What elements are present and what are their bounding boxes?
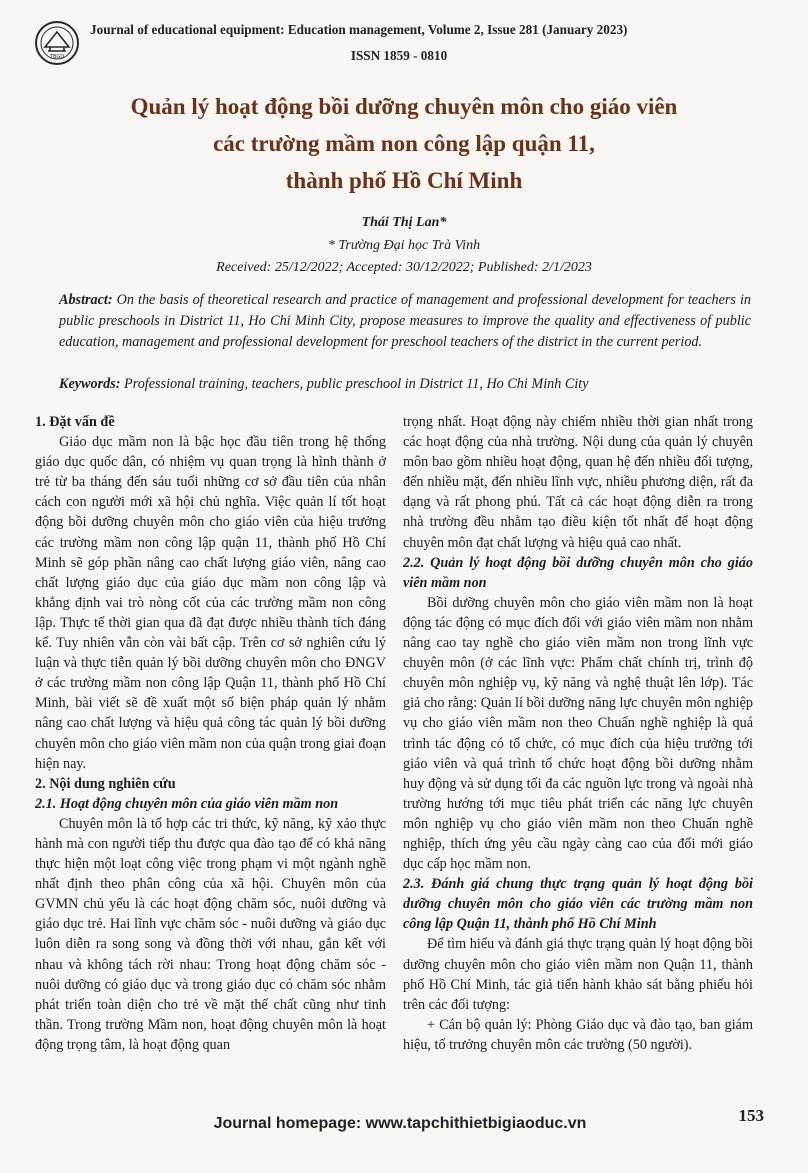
keywords-text: Professional training, teachers, public preschool in District 11, Ho Chi Minh City	[124, 376, 589, 392]
section-2-2-heading: 2.2. Quản lý hoạt động bồi dưỡng chuyên môn cho giáo viên mầm non	[403, 554, 753, 591]
keywords-label: Keywords:	[59, 376, 121, 392]
logo-text: TBGD	[49, 54, 65, 60]
section-2-1-heading: 2.1. Hoạt động chuyên môn của giáo viên mầm non	[35, 795, 339, 812]
section-2-heading: 2. Nội dung nghiên cứu	[35, 775, 176, 792]
title-line-1: Quản lý hoạt động bồi dưỡng chuyên môn cho giáo viên	[130, 94, 678, 119]
journal-header	[34, 18, 764, 70]
abstract-label: Abstract:	[59, 292, 113, 308]
article-title	[40, 88, 768, 199]
abstract	[59, 290, 751, 353]
publication-dates: Received: 25/12/2022; Accepted: 30/12/2022; Published: 2/1/2023	[216, 260, 592, 275]
section-2-1-continuation: trọng nhất. Hoạt động này chiếm nhiều thời gian nhất trong các hoạt động của nhà trường. Nội dung của quản lý chuyên môn bao gồm nhiều hoạt động, quan hệ đến nhiều đối tượng, đến nhiều mặt, đến nhiều lĩnh vực, nhiều phương diện, rất đa dạng và rất phong phú. Tất cả các hoạt động diễn ra trong nhà trường đều nhằm tạo điều kiện tốt nhất để hoạt động chuyên môn đạt chất lượng và hiệu quả cao nhất.	[403, 414, 753, 551]
section-2-1-paragraph: Chuyên môn là tổ hợp các tri thức, kỹ năng, kỹ xảo thực hành mà con người tiếp thu được qua đào tạo để có khả năng thực hiện một loạt công việc trong phạm vi một ngành nghề nhất định theo phân công của xã hội. Chuyên môn của GVMN chủ yếu là các hoạt động chăm sóc, nuôi dưỡng và giáo dục trẻ. Hai lĩnh vực chăm sóc - nuôi dưỡng và giáo dục luôn diễn ra song song và đồng thời với nhau, gắn kết với nhau và không tách rời nhau: Trong hoạt động chăm sóc - nuôi dưỡng có giáo dục và trong giáo dục có chăm sóc nhằm phát triển toàn diện cho trẻ về mặt thể chất cũng như tinh thần. Trong trường Mầm non, hoạt động chuyên môn là hoạt động trọng tâm, là hoạt động quan	[35, 815, 386, 1053]
journal-citation: Journal of educational equipment: Education management, Volume 2, Issue 281 (January 2023)	[90, 22, 628, 37]
section-2-3-paragraph: Để tìm hiểu và đánh giá thực trạng quản lý hoạt động bồi dưỡng chuyên môn cho giáo viên mầm non Quận 11, thành phố Hồ Chí Minh, tác giả tiến hành khảo sát bằng phiếu hỏi trên các đối tượng:	[403, 936, 753, 1013]
right-column	[403, 412, 753, 1055]
section-1-heading: 1. Đặt vấn đề	[35, 414, 115, 430]
left-column	[35, 412, 386, 1055]
title-line-3: thành phố Hồ Chí Minh	[285, 168, 523, 193]
keywords	[59, 374, 751, 395]
section-2-2-paragraph: Bồi dưỡng chuyên môn cho giáo viên mầm non là hoạt động tác động có mục đích đối với giáo viên mầm non nhằm nâng cao tay nghề cho giáo viên mầm non trong lĩnh vực chuyên môn (ở các lĩnh vực: Phẩm chất chính trị, trình độ chuyên môn nghiệp vụ, kỹ năng và nghệ thuật lên lớp). Tác giả cho rằng: Quản lí bồi dưỡng năng lực chuyên môn nghiệp vụ cho giáo viên mầm non theo Chuẩn nghề nghiệp là quá trình tác động có tổ chức, có mục đích của hiệu trưởng tới giáo viên và quá trình tổ chức hoạt động bồi dưỡng nhằm huy động và sử dụng tối đa các nguồn lực trong và ngoài nhà trường hướng tới mục tiêu phát triển các năng lực chuyên môn nghiệp vụ cho giáo viên mầm non theo Chuẩn nghề nghiệp, thích ứng yêu cầu ngày càng cao của đổi mới giáo dục cấp học mầm non.	[403, 594, 753, 873]
issn-number: ISSN 1859 - 0810	[350, 48, 448, 63]
abstract-text: On the basis of theoretical research and practice of management and professional development for teachers in public preschools in District 11, Ho Chi Minh City, propose measures to improve the quality and effectiveness of public education, management and professional development for preschool teachers of the district in the current period.	[59, 292, 751, 350]
author-affiliation: * Trường Đại học Trà Vinh	[327, 238, 481, 253]
section-1-paragraph: Giáo dục mầm non là bậc học đầu tiên trong hệ thống giáo dục quốc dân, có nhiệm vụ quan trọng là hình thành ở trẻ từ ba tháng đến sáu tuổi những cơ sở đầu tiên của nhân cách con người mới xã hội chủ nghĩa. Việc quản lí tốt hoạt động bồi dưỡng chuyên môn cho giáo viên của hiệu trưởng các trường mầm non công lập quận 11, thành phố Hồ Chí Minh sẽ góp phần nâng cao chất lượng giáo viên, nâng cao chất lượng giáo dục của giáo dục mầm non công lập và khẳng định vai trò nòng cốt của các trường mầm non công lập. Thực tế thời gian qua đã đạt được nhiều thành tích đáng kể. Tuy nhiên vẫn còn vài bất cập. Trên cơ sở nghiên cứu lý luận và thực tiễn quản lý bồi dưỡng chuyên môn cho ĐNGV ở các trường mầm non công lập Quận 11, thành phố Hồ Chí Minh, bài viết sẽ đề xuất một số biện pháp quản lý nhằm nâng cao chất lượng và hiệu quả công tác quản lý bồi dưỡng chuyên môn cho giáo viên mầm non của quận trong giai đoạn hiện nay.	[35, 434, 386, 772]
page-number: 153	[738, 1106, 764, 1125]
title-line-2: các trường mầm non công lập quận 11,	[213, 131, 595, 156]
journal-homepage-link[interactable]: Journal homepage: www.tapchithietbigiaoduc.vn	[213, 1115, 587, 1132]
section-2-3-heading: 2.3. Đánh giá chung thực trạng quản lý hoạt động bồi dưỡng chuyên môn cho giáo viên các trường mầm non công lập Quận 11, thành phố Hồ Chí Minh	[403, 876, 753, 933]
section-2-3-list-item: + Cán bộ quản lý: Phòng Giáo dục và đào tạo, ban giám hiệu, tổ trưởng chuyên môn các trường (50 người).	[403, 1016, 753, 1053]
author-name: Thái Thị Lan*	[361, 215, 447, 230]
